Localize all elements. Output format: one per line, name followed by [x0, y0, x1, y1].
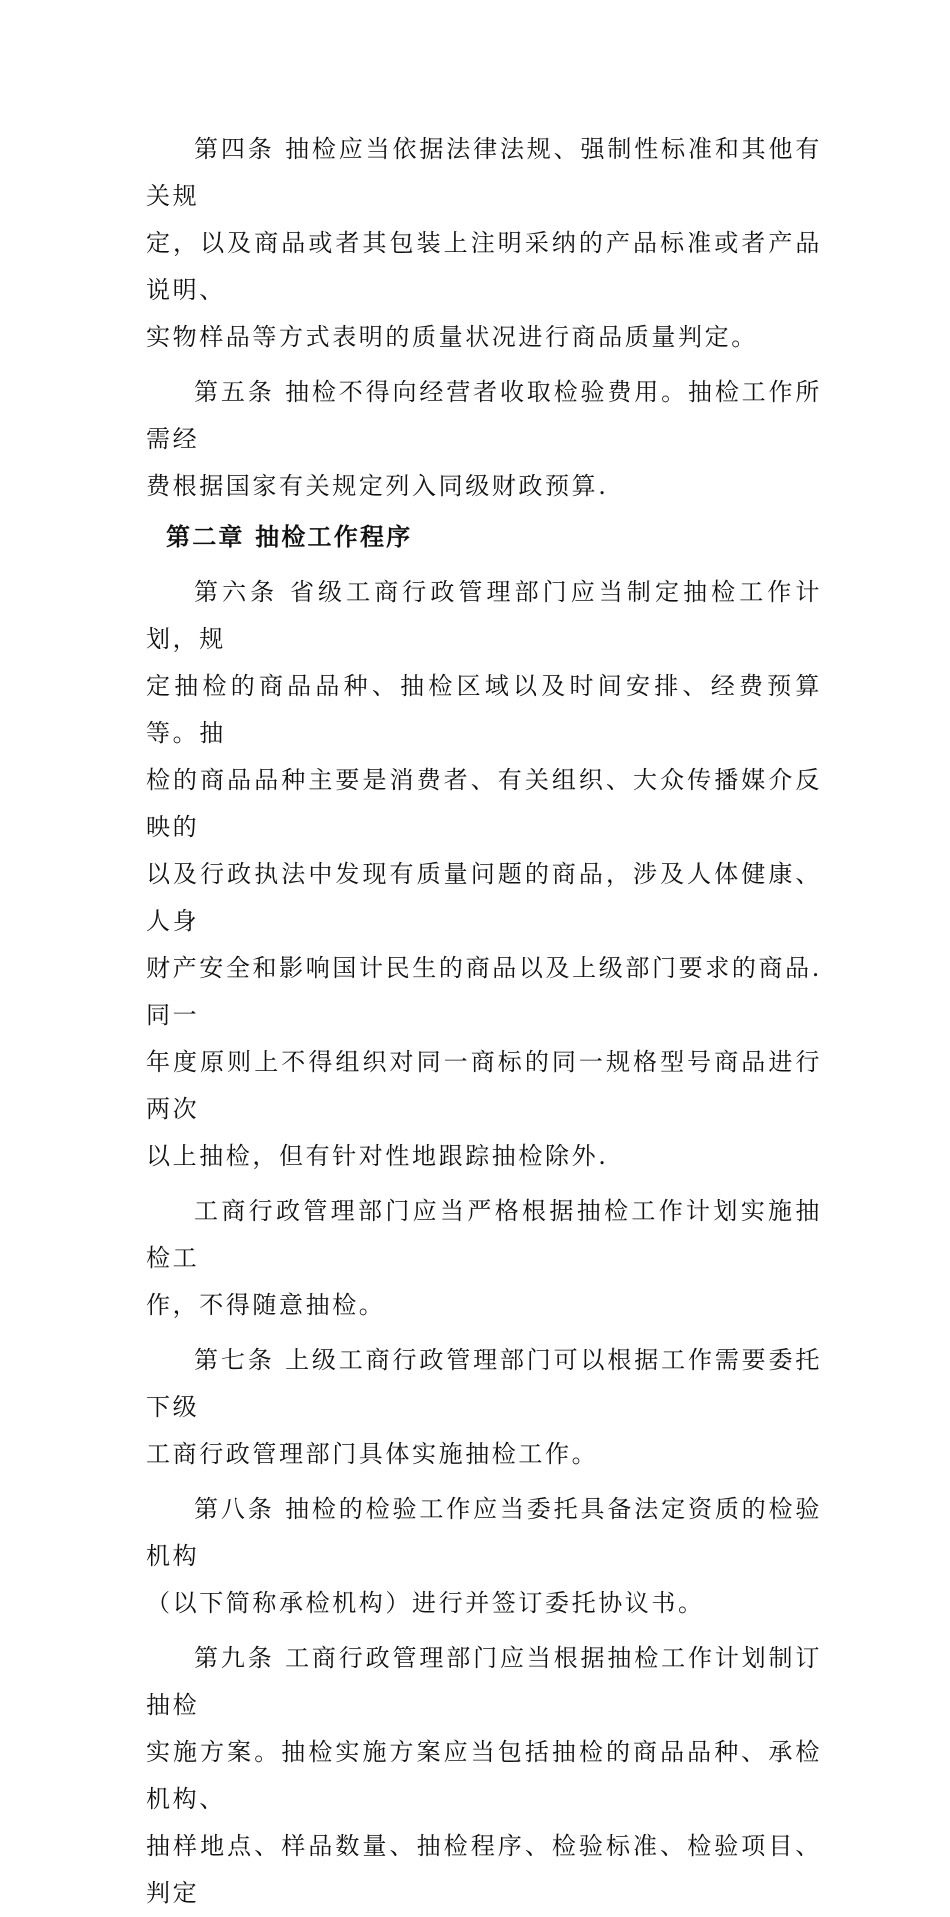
article-4-paragraph: [146, 126, 822, 361]
article-4-line-3: 实物样品等方式表明的质量状况进行商品质量判定。: [146, 323, 758, 351]
chapter-title: 第二章 抽检工作程序: [166, 523, 413, 551]
article-6-line-7: 以上抽检，但有针对性地跟踪抽检除外.: [146, 1142, 609, 1170]
article-9-paragraph: [146, 1635, 822, 1917]
article-9-line-1: 第九条 工商行政管理部门应当根据抽检工作计划制订抽检: [146, 1644, 822, 1719]
article-9-line-2: 实施方案。抽检实施方案应当包括抽检的商品品种、承检机构、: [146, 1738, 822, 1813]
article-8-line-2: （以下简称承检机构）进行并签订委托协议书。: [146, 1589, 705, 1617]
article-6-line-6: 年度原则上不得组织对同一商标的同一规格型号商品进行两次: [146, 1048, 822, 1123]
plan-compliance-paragraph: [146, 1188, 822, 1329]
article-6-line-5: 财产安全和影响国计民生的商品以及上级部门要求的商品.同一: [146, 954, 822, 1029]
article-7-line-1: 第七条 上级工商行政管理部门可以根据工作需要委托下级: [146, 1346, 822, 1421]
article-5-line-1: 第五条 抽检不得向经营者收取检验费用。抽检工作所需经: [146, 378, 822, 453]
article-5-paragraph: [146, 369, 822, 510]
article-9-line-3: 抽样地点、样品数量、抽检程序、检验标准、检验项目、判定: [146, 1832, 822, 1907]
article-6-paragraph: [146, 569, 822, 1180]
article-6-line-2: 定抽检的商品品种、抽检区域以及时间安排、经费预算等。抽: [146, 672, 822, 747]
article-4-line-1: 第四条 抽检应当依据法律法规、强制性标准和其他有关规: [146, 135, 822, 210]
article-6-line-1: 第六条 省级工商行政管理部门应当制定抽检工作计划，规: [146, 578, 822, 653]
plan-compliance-line-1: 工商行政管理部门应当严格根据抽检工作计划实施抽检工: [146, 1197, 822, 1272]
article-7-line-2: 工商行政管理部门具体实施抽检工作。: [146, 1440, 599, 1468]
article-7-paragraph: [146, 1337, 822, 1478]
article-5-line-2: 费根据国家有关规定列入同级财政预算.: [146, 472, 609, 500]
plan-compliance-line-2: 作，不得随意抽检。: [146, 1291, 386, 1319]
article-8-paragraph: [146, 1486, 822, 1627]
article-6-line-3: 检的商品品种主要是消费者、有关组织、大众传播媒介反映的: [146, 766, 822, 841]
article-6-line-4: 以及行政执法中发现有质量问题的商品，涉及人体健康、人身: [146, 860, 822, 935]
article-8-line-1: 第八条 抽检的检验工作应当委托具备法定资质的检验机构: [146, 1495, 822, 1570]
article-4-line-2: 定，以及商品或者其包装上注明采纳的产品标准或者产品说明、: [146, 229, 822, 304]
